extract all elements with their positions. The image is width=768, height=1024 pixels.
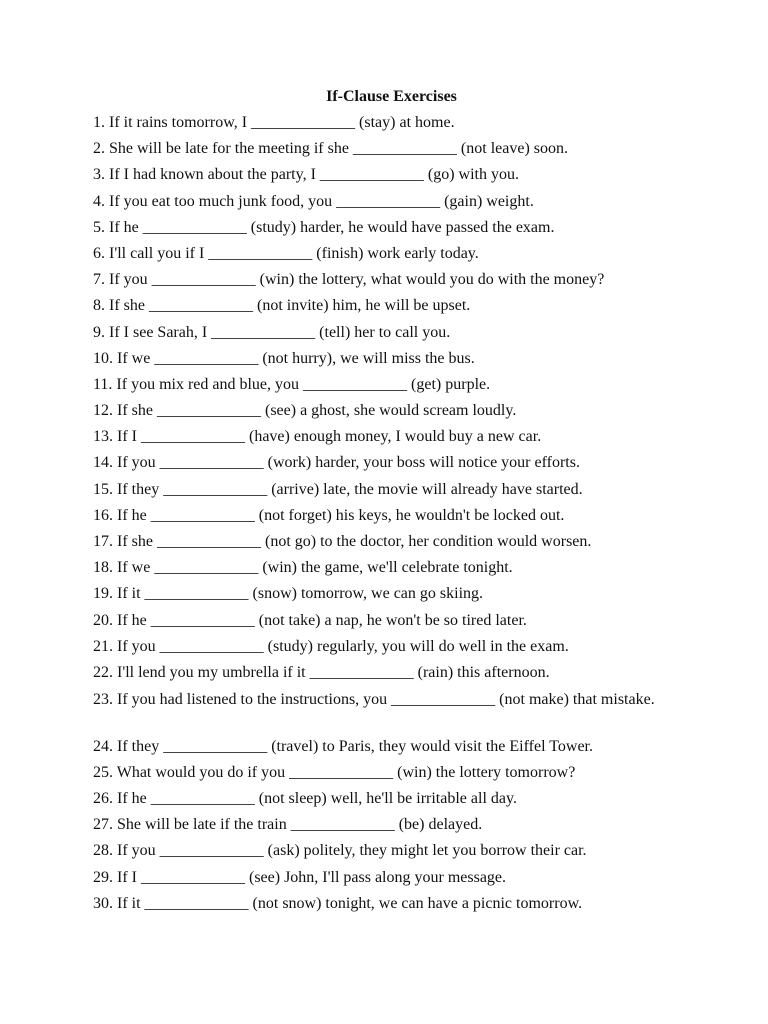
exercise-item: 6. I'll call you if I _____________ (finish) work early today.: [93, 244, 479, 262]
exercise-item: 4. If you eat too much junk food, you _____________ (gain) weight.: [93, 192, 534, 210]
exercise-item: 12. If she _____________ (see) a ghost, she would scream loudly.: [93, 402, 517, 420]
exercise-item: 9. If I see Sarah, I _____________ (tell) her to call you.: [93, 323, 451, 341]
exercise-item: 16. If he _____________ (not forget) his keys, he wouldn't be locked out.: [93, 506, 565, 524]
exercise-item: 13. If I _____________ (have) enough money, I would buy a new car.: [93, 428, 542, 446]
exercise-item: 17. If she _____________ (not go) to the doctor, her condition would worsen.: [93, 533, 592, 550]
exercise-item: 19. If it _____________ (snow) tomorrow, we can go skiing.: [93, 585, 484, 603]
exercise-item: 28. If you _____________ (ask) politely, they might let you borrow their car.: [93, 842, 587, 860]
exercise-item: 22. I'll lend you my umbrella if it _____________ (rain) this afternoon.: [93, 663, 550, 681]
exercise-item: 15. If they _____________ (arrive) late, the movie will already have started.: [93, 480, 583, 498]
exercise-item: 21. If you _____________ (study) regularly, you will do well in the exam.: [93, 637, 569, 655]
exercise-item: 14. If you _____________ (work) harder, your boss will notice your efforts.: [93, 454, 580, 472]
exercise-item: 18. If we _____________ (win) the game, we'll celebrate tonight.: [93, 559, 513, 577]
exercise-item: 29. If I _____________ (see) John, I'll pass along your message.: [93, 868, 507, 886]
exercise-item: 10. If we _____________ (not hurry), we will miss the bus.: [93, 349, 475, 367]
exercise-item: 26. If he _____________ (not sleep) well, he'll be irritable all day.: [93, 790, 517, 807]
exercise-item: 27. She will be late if the train _____________ (be) delayed.: [93, 816, 483, 834]
exercise-item: 3. If I had known about the party, I _____________ (go) with you.: [93, 166, 519, 184]
exercise-item: 8. If she _____________ (not invite) him, he will be upset.: [93, 297, 471, 315]
exercise-list: [93, 113, 680, 920]
exercise-item: 11. If you mix red and blue, you _____________ (get) purple.: [93, 375, 491, 393]
exercise-item: 7. If you _____________ (win) the lottery, what would you do with the money?: [93, 271, 605, 289]
exercise-item: 2. She will be late for the meeting if she _____________ (not leave) soon.: [93, 140, 569, 158]
exercise-item: 20. If he _____________ (not take) a nap, he won't be so tired later.: [93, 611, 527, 629]
page-title: If-Clause Exercises: [326, 88, 457, 105]
exercise-item: 23. If you had listened to the instructions, you _____________ (not make) that mistake.: [93, 691, 655, 709]
exercise-item: 5. If he _____________ (study) harder, he would have passed the exam.: [93, 218, 555, 236]
exercise-item: 24. If they _____________ (travel) to Paris, they would visit the Eiffel Tower.: [93, 737, 593, 755]
exercise-item: 25. What would you do if you _____________ (win) the lottery tomorrow?: [93, 763, 576, 781]
exercise-item: 1. If it rains tomorrow, I _____________ (stay) at home.: [93, 114, 455, 131]
exercise-item: 30. If it _____________ (not snow) tonight, we can have a picnic tomorrow.: [93, 894, 583, 912]
